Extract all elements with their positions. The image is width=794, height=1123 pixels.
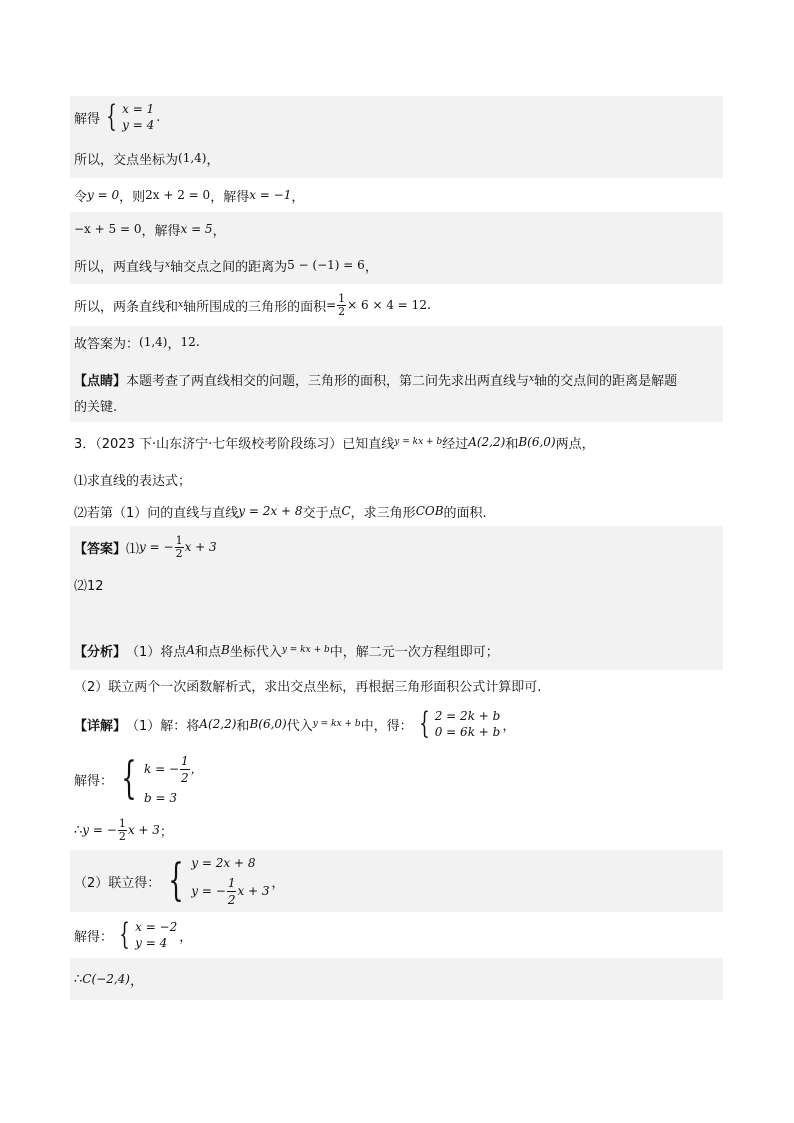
math: A(2,2) (468, 435, 506, 449)
equation (144, 753, 203, 786)
text: ∴ (74, 822, 83, 838)
text: 经过 (442, 436, 469, 452)
text: 代入 (286, 718, 313, 734)
math: 12 (180, 335, 196, 349)
text: 和点 (194, 644, 221, 660)
numerator: 1 (118, 816, 126, 830)
math: y = − (139, 540, 174, 554)
fraction (118, 818, 127, 843)
text: 轴所围成的三角形的面积 (183, 299, 327, 315)
question-3-part-2 (70, 496, 723, 526)
text: 解得 (74, 111, 101, 127)
text: 和 (505, 436, 519, 452)
text: ，解得 (141, 223, 181, 239)
text: ， (271, 875, 285, 891)
text: （1）将点 (126, 644, 187, 660)
equation-system: { y = 2x + 8 y = − $\frac{1}{2}$ x + 3 (168, 855, 270, 907)
math: B(6,0) (518, 435, 556, 449)
section-tag: 【点睛】 (74, 373, 127, 389)
math: x + 3 (237, 884, 270, 898)
math: y = kx + b (281, 645, 330, 655)
math: COB (415, 504, 444, 518)
question-3-part-1 (70, 462, 723, 496)
equation: b = 3 (144, 790, 178, 805)
text: ； (159, 824, 173, 840)
text: 和 (236, 718, 250, 734)
fraction (175, 535, 184, 560)
denominator: 2 (181, 770, 189, 785)
fraction (227, 875, 237, 908)
solution-line-2 (70, 138, 723, 178)
text: （2）联立两个一次函数解析式，求出交点坐标，再根据三角形面积公式计算即可. (74, 679, 542, 695)
blank-spacer (70, 600, 723, 630)
math: x (529, 374, 535, 384)
text: . (195, 334, 200, 350)
document-page (70, 96, 723, 1000)
solution-line-5 (70, 246, 723, 284)
text: ⑵若第（1）问的直线与直线 (74, 505, 239, 521)
math: y = kx + b (394, 437, 443, 447)
math: x + 3 (184, 540, 217, 554)
text: ⑴ (126, 541, 140, 557)
text: 所以，交点坐标为 (74, 152, 179, 168)
section-tag: 【分析】 (74, 644, 127, 660)
analysis-line-2 (70, 670, 723, 700)
solution-line-6 (70, 284, 723, 326)
math: 2x + 2 = 0 (145, 188, 211, 202)
math: = (326, 298, 337, 312)
equation: y = 4 (122, 118, 155, 132)
math: C(−2,4) (82, 972, 130, 986)
text: 故答案为： (74, 336, 140, 352)
denominator: 2 (227, 892, 236, 907)
math: x = −1 (249, 188, 292, 202)
text: ⑵12 (74, 578, 104, 594)
section-tag: 【答案】 (74, 541, 127, 557)
text: ， (212, 223, 226, 239)
math: k = − (144, 762, 180, 776)
math: y = 0 (87, 188, 120, 202)
equation-system: { x = −2 y = 4 (119, 917, 178, 952)
equation-system: { k = − $\frac{1}{2}$ ， b = 3 (121, 753, 203, 805)
text: ， (291, 189, 305, 205)
fraction (180, 753, 190, 786)
text: 本题考查了两直线相交的问题，三角形的面积，第二问先求出两直线与 (126, 373, 530, 389)
numerator: 1 (181, 753, 189, 768)
fraction (337, 293, 346, 318)
text: 轴的交点间的距离是解题 (534, 373, 678, 389)
equation: 2 = 2k + b (434, 709, 501, 723)
math: A(2,2) (199, 717, 237, 731)
denominator: 2 (338, 304, 346, 318)
text: 的关键. (74, 399, 118, 415)
denominator: 2 (175, 546, 183, 560)
solution-line-1 (70, 96, 723, 138)
text: 的面积. (443, 505, 487, 521)
text: 中，得： (360, 718, 413, 734)
math: y = − (191, 884, 226, 898)
text: . (156, 109, 161, 125)
dianjing-block (70, 358, 723, 422)
text: ⑴求直线的表达式； (74, 473, 192, 489)
solution-line-4 (70, 212, 723, 246)
text: . (426, 297, 432, 313)
section-tag: 【详解】 (74, 718, 127, 734)
text: ， (167, 336, 181, 352)
equation (191, 875, 269, 908)
math: (1,4) (178, 151, 207, 165)
text: ∴ (74, 971, 83, 987)
text: ， (364, 259, 378, 275)
text: 中，解二元一次方程组即可； (329, 644, 499, 660)
math: B (220, 643, 230, 657)
equation-system: { x = 1 y = 4 (106, 99, 155, 134)
detail-line-3 (70, 810, 723, 850)
numerator: 1 (227, 875, 236, 890)
text: 两点， (555, 436, 595, 452)
text: 3．（2023 下·山东济宁·七年级校考阶段练习）已知直线 (74, 436, 395, 452)
solution-line-7 (70, 326, 723, 358)
math: 5 − (−1) = 6 (287, 258, 365, 272)
text: 解得： (74, 773, 114, 789)
math: y = kx + b (312, 719, 361, 729)
text: ，则 (119, 189, 146, 205)
denominator: 2 (118, 829, 126, 843)
text: ， (190, 762, 203, 776)
text: 轴交点之间的距离为 (170, 259, 288, 275)
math: y = 2x + 8 (238, 504, 303, 518)
text: （1）解：将 (126, 718, 200, 734)
math: C (341, 504, 351, 518)
text: ， (206, 152, 220, 168)
equation: x = 1 (122, 102, 155, 116)
text: ，求三角形 (350, 505, 416, 521)
solution-line-3 (70, 178, 723, 212)
math: x (165, 260, 171, 270)
math: B(6,0) (249, 717, 287, 731)
equation: x = −2 (135, 920, 178, 934)
math: −x + 5 = 0 (74, 222, 142, 236)
math: A (186, 643, 195, 657)
text: 所以，两直线与 (74, 259, 166, 275)
text: 令 (74, 189, 88, 205)
numerator: 1 (338, 291, 346, 305)
text: 所以，两条直线和 (74, 299, 179, 315)
numerator: 1 (175, 533, 183, 547)
detail-line-4 (70, 850, 723, 912)
math: × 6 × 4 = 12 (347, 298, 427, 312)
answer-line-2 (70, 568, 723, 600)
equation: 0 = 6k + b (434, 725, 501, 739)
text: ， (179, 929, 193, 945)
text: 交于点 (302, 505, 342, 521)
detail-line-2 (70, 748, 723, 810)
math: x + 3 (127, 823, 160, 837)
math: x = 5 (180, 222, 213, 236)
detail-line-6 (70, 958, 723, 1000)
detail-line-5 (70, 912, 723, 958)
math: (1,4) (139, 335, 168, 349)
math: y = − (82, 823, 117, 837)
text: ， (129, 973, 143, 989)
text: ， (502, 718, 516, 734)
analysis-line-1 (70, 630, 723, 670)
question-3-header (70, 422, 723, 462)
text: （2）联立得： (74, 875, 161, 891)
answer-line-1 (70, 526, 723, 568)
text: 坐标代入 (229, 644, 282, 660)
equation: y = 4 (135, 936, 168, 950)
equation: y = 2x + 8 (191, 855, 256, 870)
equation-system: { 2 = 2k + b 0 = 6k + b (418, 706, 501, 741)
text: ，解得 (210, 189, 250, 205)
text: 解得： (74, 929, 114, 945)
math: x (178, 300, 184, 310)
detail-line-1 (70, 700, 723, 748)
